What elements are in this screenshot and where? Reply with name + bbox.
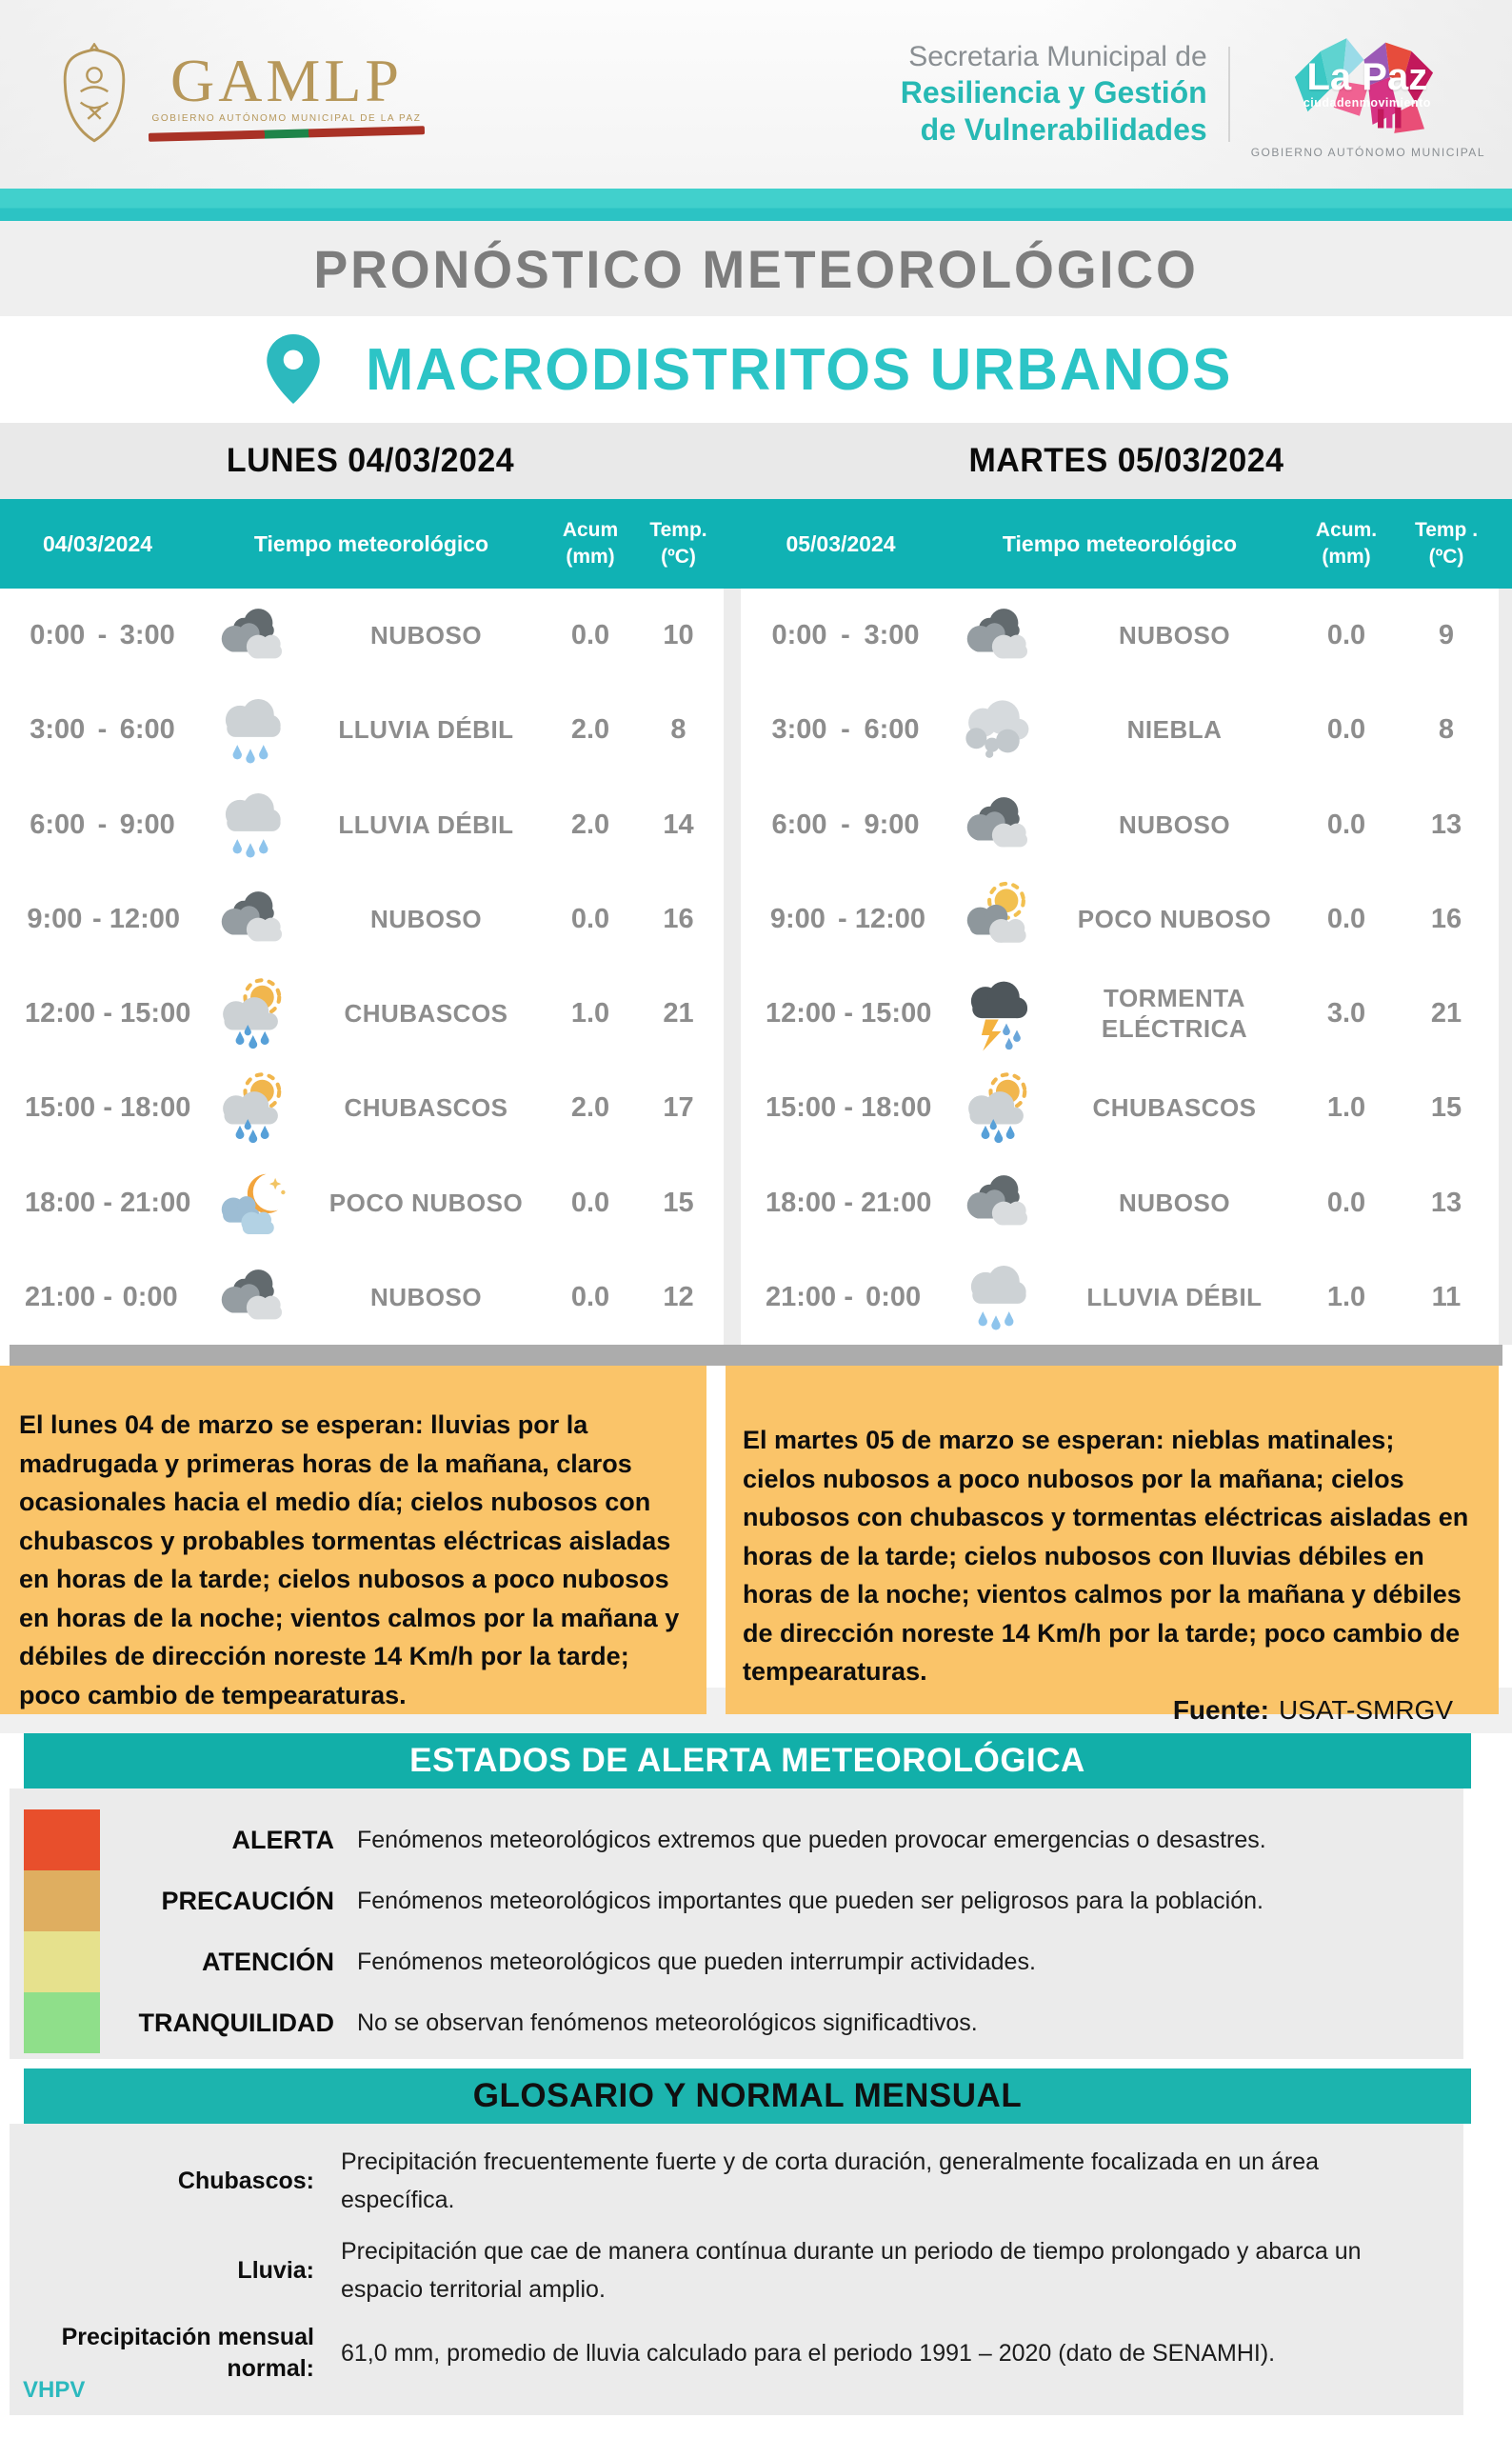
day2-temp-column: Temp . (ºC)	[1414, 518, 1479, 568]
source-value: USAT-SMRGV	[1278, 1695, 1453, 1725]
acum-value: 1.0	[1326, 1092, 1366, 1124]
acum-value: 0.0	[1326, 714, 1366, 746]
lapaz-logo	[1251, 30, 1485, 159]
time-range: 9:00 - 12:00	[769, 903, 925, 934]
glossary-banner: GLOSARIO Y NORMAL MENSUAL	[24, 2068, 1471, 2124]
table-row	[741, 589, 1499, 683]
header-edge	[1499, 499, 1512, 589]
glossary-entry	[24, 2143, 1425, 2219]
lapaz-caption: GOBIERNO AUTÓNOMO MUNICIPAL	[1250, 146, 1485, 159]
acum-value: 1.0	[1326, 1281, 1366, 1312]
glossary-section	[10, 2124, 1463, 2415]
temp-value: 15	[1430, 1092, 1462, 1124]
table-row	[741, 872, 1499, 967]
alerts-section	[10, 1789, 1463, 2059]
day1-temp-column: Temp. (ºC)	[649, 518, 707, 568]
condition-label: CHUBASCOS	[344, 1093, 508, 1123]
subtitle-band	[0, 316, 1512, 423]
time-range: 12:00 - 15:00	[25, 998, 191, 1029]
nuboso-icon	[195, 1255, 305, 1339]
glossary-definition: Precipitación que cae de manera contínua durante un periodo de tiempo prolongado y abarca un espacio territorial amplio.	[341, 2238, 1362, 2303]
condition-label: NUBOSO	[369, 621, 483, 650]
table-edge	[1499, 589, 1512, 1345]
gamlp-caption: GOBIERNO AUTÓNOMO MUNICIPAL DE LA PAZ	[151, 113, 422, 124]
acum-value: 3.0	[1326, 998, 1366, 1029]
lapaz-wordmark	[1303, 58, 1431, 110]
time-range: 6:00 - 9:00	[30, 809, 175, 840]
precaucion-swatch	[24, 1870, 100, 1931]
header-divider	[1228, 47, 1230, 142]
glossary-definition: Precipitación frecuentemente fuerte y de corta duración, generalmente focalizada en un área específica.	[341, 2148, 1320, 2213]
time-range: 3:00 - 6:00	[30, 714, 175, 746]
lluvia-icon	[195, 783, 305, 867]
alert-level-row	[24, 1809, 1463, 1870]
time-range: 0:00 - 3:00	[771, 620, 920, 651]
condition-label: LLUVIA DÉBIL	[338, 715, 514, 745]
acum-value: 0.0	[570, 620, 610, 651]
condition-label: CHUBASCOS	[1092, 1093, 1257, 1123]
lluvia-icon	[941, 1255, 1050, 1339]
acum-value: 0.0	[570, 903, 610, 934]
day1-acum-column: Acum (mm)	[562, 518, 619, 568]
source-label: Fuente:	[1172, 1695, 1269, 1725]
alert-level-description: Fenómenos meteorológicos importantes que pueden ser peligrosos para la población.	[357, 1887, 1263, 1914]
alert-level-description: No se observan fenómenos meteorológicos significadtivos.	[357, 2008, 978, 2036]
day2-rows	[741, 589, 1499, 1345]
condition-label: TORMENTA ELÉCTRICA	[1101, 984, 1248, 1043]
acum-value: 0.0	[1326, 903, 1366, 934]
table-row	[741, 1156, 1499, 1250]
poco-nuboso-noche-icon	[195, 1161, 305, 1245]
condition-label: NUBOSO	[369, 1282, 483, 1311]
date-band	[0, 423, 1512, 499]
gamlp-acronym: GAMLP	[169, 47, 404, 114]
author-initials: VHPV	[23, 2377, 86, 2403]
tranquilidad-swatch	[24, 1992, 100, 2053]
table-header	[0, 499, 1512, 589]
condition-label: NUBOSO	[369, 904, 483, 933]
glossary-definition: 61,0 mm, promedio de lluvia calculado para el periodo 1991 – 2020 (dato de SENAMHI).	[341, 2339, 1276, 2367]
atencion-swatch	[24, 1931, 100, 1992]
summary-gap	[706, 1366, 726, 1714]
page-subtitle: MACRODISTRITOS URBANOS	[365, 336, 1233, 403]
time-range: 21:00 - 0:00	[25, 1281, 178, 1312]
day2-date-column: 05/03/2024	[786, 530, 896, 556]
day1-weather-column: Tiempo meteorológico	[253, 530, 489, 556]
header-gap	[724, 499, 741, 589]
time-range: 15:00 - 18:00	[25, 1092, 191, 1124]
title-band	[0, 221, 1512, 316]
day1-columns	[0, 499, 724, 589]
temp-value: 12	[663, 1281, 694, 1312]
tormenta-icon	[941, 972, 1050, 1056]
nuboso-icon	[941, 1161, 1050, 1245]
acum-value: 0.0	[1326, 1187, 1366, 1218]
alert-level-row	[24, 1931, 1463, 1992]
time-range: 0:00 - 3:00	[30, 620, 175, 651]
secretaria-line3: de Vulnerabilidades	[920, 112, 1207, 148]
condition-label: LLUVIA DÉBIL	[338, 809, 514, 839]
condition-label: NUBOSO	[1118, 809, 1231, 839]
teal-stripe	[0, 189, 1512, 221]
condition-label: NIEBLA	[1126, 715, 1223, 745]
table-row	[0, 872, 724, 967]
temp-value: 8	[1438, 714, 1455, 746]
alert-level-name: ALERTA	[231, 1825, 334, 1854]
table-row	[0, 589, 724, 683]
location-pin-icon	[267, 334, 320, 405]
table-row	[0, 1156, 724, 1250]
forecast-table	[0, 589, 1512, 1345]
temp-value: 21	[663, 998, 694, 1029]
acum-value: 0.0	[1326, 620, 1366, 651]
temp-value: 14	[663, 809, 694, 840]
temp-value: 9	[1438, 620, 1455, 651]
alert-level-name: ATENCIÓN	[202, 1947, 334, 1976]
poco-nuboso-dia-icon	[941, 877, 1050, 961]
glossary-term: Chubascos:	[177, 2167, 314, 2194]
time-range: 12:00 - 15:00	[766, 998, 932, 1029]
gamlp-logo	[53, 43, 425, 146]
acum-value: 2.0	[570, 809, 610, 840]
condition-label: POCO NUBOSO	[328, 1188, 524, 1217]
nuboso-icon	[195, 594, 305, 678]
table-row	[741, 1061, 1499, 1155]
day1-summary-box	[0, 1366, 706, 1714]
alerta-swatch	[24, 1809, 100, 1870]
acum-value: 2.0	[570, 714, 610, 746]
table-row	[0, 778, 724, 872]
page-header	[0, 0, 1512, 189]
table-row	[741, 778, 1499, 872]
nuboso-icon	[941, 783, 1050, 867]
time-range: 18:00 - 21:00	[25, 1187, 191, 1218]
chubascos-icon	[195, 972, 305, 1056]
forecast-summaries	[0, 1366, 1512, 1709]
temp-value: 21	[1430, 998, 1462, 1029]
secretaria-line2: Resiliencia y Gestión	[900, 75, 1207, 110]
header-right	[901, 30, 1485, 159]
day2-columns	[741, 499, 1499, 589]
temp-value: 8	[670, 714, 686, 746]
acum-value: 0.0	[1326, 809, 1366, 840]
alert-level-description: Fenómenos meteorológicos extremos que pueden provocar emergencias o desastres.	[357, 1826, 1266, 1853]
day1-header: LUNES 04/03/2024	[226, 442, 515, 479]
lapaz-subtitle: ciudadenmovimiento	[1303, 96, 1431, 110]
table-divider	[724, 589, 741, 1345]
temp-value: 11	[1431, 1281, 1462, 1312]
section-separator	[10, 1345, 1502, 1366]
day2-acum-column: Acum. (mm)	[1315, 518, 1378, 568]
secretaria-title	[901, 40, 1207, 150]
condition-label: NUBOSO	[1118, 1188, 1231, 1217]
niebla-icon	[941, 689, 1050, 772]
temp-value: 13	[1430, 809, 1462, 840]
temp-value: 16	[1430, 903, 1462, 934]
day1-date-column: 04/03/2024	[42, 530, 153, 556]
condition-label: LLUVIA DÉBIL	[1086, 1282, 1263, 1311]
acum-value: 0.0	[570, 1187, 610, 1218]
lapaz-title: La Paz	[1306, 56, 1428, 98]
condition-label: POCO NUBOSO	[1077, 904, 1272, 933]
acum-value: 2.0	[570, 1092, 610, 1124]
time-range: 6:00 - 9:00	[771, 809, 920, 840]
table-row	[0, 1250, 724, 1345]
table-row	[741, 1250, 1499, 1345]
temp-value: 13	[1430, 1187, 1462, 1218]
glossary-term: Lluvia:	[237, 2256, 314, 2284]
alert-level-name: TRANQUILIDAD	[138, 2008, 334, 2037]
day2-header: MARTES 05/03/2024	[968, 442, 1284, 479]
time-range: 18:00 - 21:00	[766, 1187, 932, 1218]
acum-value: 1.0	[570, 998, 610, 1029]
gamlp-crest-icon	[53, 43, 135, 146]
condition-label: NUBOSO	[1118, 621, 1231, 650]
alert-level-name: PRECAUCIÓN	[161, 1886, 334, 1915]
temp-value: 15	[663, 1187, 694, 1218]
alert-level-description: Fenómenos meteorológicos que pueden interrumpir actividades.	[357, 1948, 1036, 1975]
glossary-entry	[24, 2322, 1425, 2384]
day2-weather-column: Tiempo meteorológico	[1002, 530, 1238, 556]
gamlp-ribbon	[149, 126, 425, 142]
chubascos-icon	[941, 1067, 1050, 1150]
glossary-entry	[24, 2232, 1425, 2308]
temp-value: 17	[663, 1092, 694, 1124]
day1-rows	[0, 589, 724, 1345]
temp-value: 16	[663, 903, 694, 934]
time-range: 3:00 - 6:00	[771, 714, 920, 746]
acum-value: 0.0	[570, 1281, 610, 1312]
time-range: 21:00 - 0:00	[766, 1281, 922, 1312]
chubascos-icon	[195, 1067, 305, 1150]
day2-summary-text: El martes 05 de marzo se esperan: nieblas matinales; cielos nubosos a poco nubosos por la mañana; cielos nubosos con chubascos y tormentas eléctricas aisladas en horas de la tarde; cielos nubosos con lluvias débiles en horas de la noche; vientos calmos por la mañana y débiles de dirección noreste 14 Km/h por la tarde; poco cambio de tempearaturas.	[743, 1426, 1469, 1686]
table-row	[0, 683, 724, 777]
secretaria-line1: Secretaria Municipal de	[908, 40, 1207, 72]
glossary-term: Precipitación mensual normal:	[61, 2324, 314, 2382]
alerts-banner: ESTADOS DE ALERTA METEOROLÓGICA	[24, 1733, 1471, 1789]
table-row	[741, 683, 1499, 777]
alert-level-row	[24, 1992, 1463, 2053]
table-row	[741, 967, 1499, 1061]
table-row	[0, 1061, 724, 1155]
day2-summary-box	[726, 1366, 1499, 1714]
alert-level-row	[24, 1870, 1463, 1931]
time-range: 15:00 - 18:00	[766, 1092, 932, 1124]
nuboso-icon	[941, 594, 1050, 678]
temp-value: 10	[663, 620, 694, 651]
nuboso-icon	[195, 877, 305, 961]
time-range: 9:00 - 12:00	[27, 903, 180, 934]
page-title: PRONÓSTICO METEOROLÓGICO	[313, 238, 1199, 299]
condition-label: CHUBASCOS	[344, 999, 508, 1029]
table-row	[0, 967, 724, 1061]
lluvia-icon	[195, 689, 305, 772]
day1-summary-text: El lunes 04 de marzo se esperan: lluvias por la madrugada y primeras horas de la mañana, claros ocasionales hacia el medio día; cielos nubosos con chubascos y probables tormentas eléctricas aisladas en horas de la tarde; cielos nubosos a poco nubosos en horas de la noche; vientos calmos por la mañana y débiles de dirección noreste 14 Km/h por la tarde; poco cambio de tempearaturas.	[19, 1410, 680, 1709]
